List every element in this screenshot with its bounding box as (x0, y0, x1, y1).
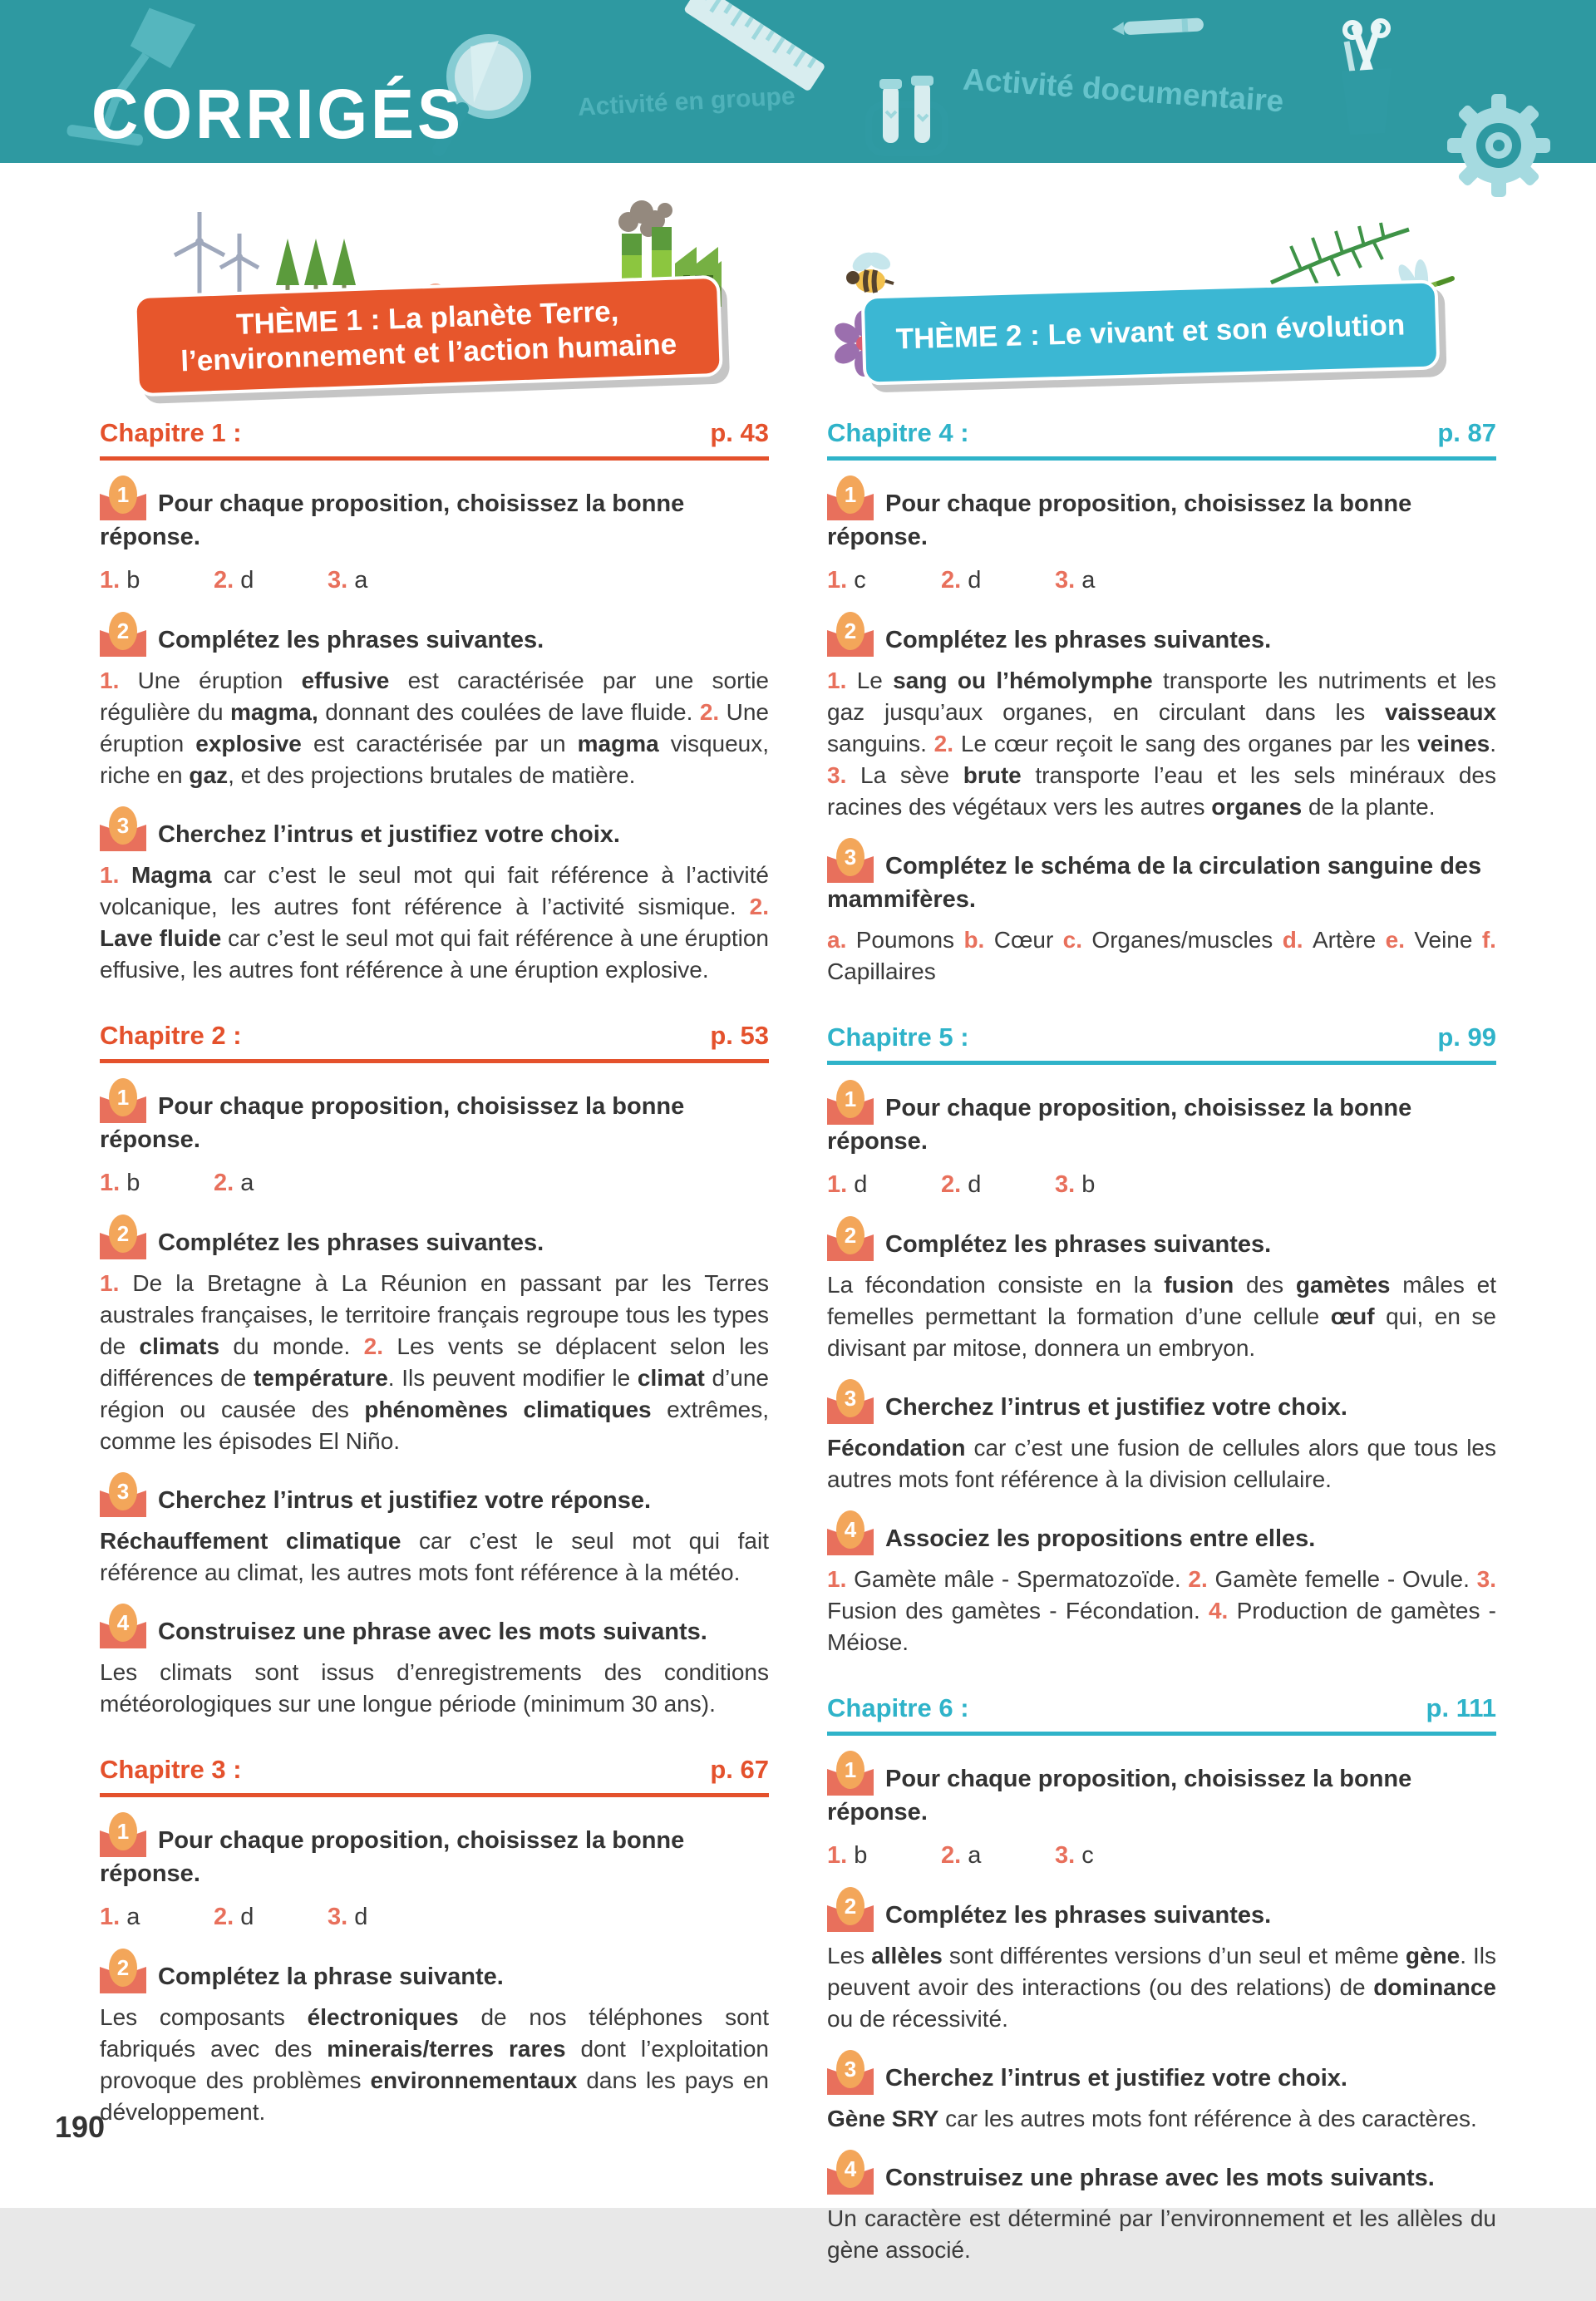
exercise-title: Pour chaque proposition, choisissez la bonne réponse. (100, 1093, 685, 1153)
answer-letter: d (234, 1904, 254, 1930)
answer-number: 3. (1055, 1842, 1076, 1869)
text-run: Cœur (993, 927, 1063, 953)
exercise-number: 1 (836, 1751, 864, 1789)
exercise-block (100, 1220, 769, 1457)
exercise-title: Cherchez l’intrus et justifiez votre choix. (885, 2065, 1347, 2092)
answer-pair (328, 1900, 441, 1934)
chapter-title: Chapitre 1 : (100, 418, 242, 447)
text-run: Fécondation (827, 1435, 966, 1461)
answer-pair (941, 1168, 1055, 1201)
chapter-section (827, 1022, 1496, 1658)
answers-row (827, 564, 1496, 597)
answer-letter: a (961, 1842, 982, 1869)
text-run: Gamète mâle - Spermatozoïde. (854, 1566, 1189, 1592)
exercise-number-badge (827, 618, 874, 657)
text-run: sanguins. (827, 731, 934, 756)
test-tubes-icon (864, 75, 949, 158)
text-run: effusive (301, 668, 390, 693)
chapter-page-ref: p. 111 (1426, 1693, 1496, 1722)
answer-letter: d (847, 1171, 868, 1198)
exercise-number: 1 (109, 475, 137, 514)
text-run: phénomènes climatiques (364, 1397, 652, 1422)
chapter-page-ref: p. 99 (1437, 1022, 1496, 1052)
text-run: de la plante. (1302, 794, 1436, 820)
answers-row (827, 1839, 1496, 1872)
answers-row (100, 564, 769, 597)
exercise-number-badge (827, 1893, 874, 1932)
exercise-number: 2 (836, 612, 864, 650)
answer-letter: c (847, 567, 866, 594)
answer-pair (941, 564, 1055, 597)
answer-number: 1. (827, 567, 848, 594)
exercise-number-badge (100, 618, 146, 657)
answer-number: 1. (100, 1904, 121, 1930)
answer-pair (1055, 1839, 1169, 1872)
answer-number: 2. (941, 1171, 962, 1198)
chapter-section (100, 1755, 769, 2128)
exercise-title: Complétez la phrase suivante. (158, 1963, 504, 1990)
answer-number: 2. (941, 1842, 962, 1869)
text-run: mâles et femelles permettant la formation d’une cellule (827, 1272, 1496, 1329)
text-run: organes (1211, 794, 1303, 820)
exercise-number: 2 (836, 1887, 864, 1925)
exercise-block (827, 1893, 1497, 2035)
text-run: 3. (827, 762, 861, 788)
text-run: explosive (195, 731, 302, 756)
page-number: 190 (55, 2110, 106, 2144)
text-run: allèles (871, 1943, 943, 1968)
exercise-number-badge (100, 1478, 146, 1517)
answer-letter: d (961, 567, 982, 594)
text-run: De la Bretagne à La Réunion en passant par les Terres australes françaises, le territoire français regroupe tous les types de (100, 1270, 769, 1359)
text-run: 2. (1188, 1566, 1215, 1592)
text-run: Une éruption (137, 668, 302, 693)
answer-letter: b (120, 1170, 140, 1196)
exercise-number: 3 (836, 838, 864, 876)
text-run: 2. (933, 731, 961, 756)
answer-number: 2. (214, 1170, 234, 1196)
text-run: 2. (699, 699, 727, 725)
chapter-heading (100, 1021, 769, 1063)
answer-number: 1. (100, 1170, 121, 1196)
text-run: du monde. (219, 1333, 364, 1359)
theme1-banner (133, 275, 723, 397)
text-run: de nos téléphones sont fabriqués avec des (100, 2004, 770, 2062)
exercise-number-badge (827, 844, 874, 883)
exercise-title: Pour chaque proposition, choisissez la bonne réponse. (827, 1095, 1412, 1155)
exercise-number: 3 (109, 1472, 137, 1510)
text-run: sang ou l’hémolymphe (893, 668, 1153, 693)
text-run: Les climats sont issus d’enregistrements des conditions météorologiques sur une longue période (minimum 30 ans). (100, 1659, 769, 1717)
theme1-block (133, 195, 740, 403)
exercise-number: 1 (109, 1078, 137, 1116)
answer-number: 3. (1055, 567, 1076, 594)
exercise-block (827, 2056, 1496, 2135)
exercise-number: 1 (109, 1812, 137, 1850)
exercise-body (100, 860, 769, 986)
exercise-title: Associez les propositions entre elles. (885, 1525, 1316, 1552)
exercise-title: Cherchez l’intrus et justifiez votre choix. (885, 1394, 1347, 1421)
left-column (100, 418, 769, 2301)
answer-pair (827, 1168, 941, 1201)
exercise-block (100, 812, 769, 986)
exercise-number-badge (100, 1609, 146, 1648)
text-run: Magma (131, 862, 212, 888)
exercise-block (827, 481, 1496, 597)
chapter-section (100, 418, 769, 986)
exercise-title: Complétez les phrases suivantes. (885, 1902, 1272, 1929)
right-column (827, 418, 1496, 2301)
chapter-title: Chapitre 5 : (827, 1022, 969, 1052)
exercise-number: 2 (109, 1215, 137, 1253)
answers-content (100, 418, 1496, 2301)
text-run: c. (1062, 927, 1092, 953)
chapter-heading (827, 1693, 1496, 1736)
text-run: Les vents se déplacent selon les différences de (100, 1333, 769, 1391)
text-run: Poumons (855, 927, 964, 953)
text-run: e. (1385, 927, 1415, 953)
text-run: gamètes (1295, 1272, 1391, 1298)
exercise-body (100, 1525, 769, 1589)
answer-pair (827, 564, 941, 597)
answer-pair (214, 1166, 328, 1200)
text-run: dont l’exploitation provoque des problèmes (100, 2036, 769, 2093)
text-run: Réchauffement climatique (100, 1528, 401, 1554)
exercise-number-badge (827, 2056, 874, 2095)
exercise-title: Cherchez l’intrus et justifiez votre choix. (158, 821, 620, 848)
exercise-number-badge (827, 481, 874, 520)
exercise-number-badge (827, 1516, 874, 1555)
exercise-body (100, 2002, 769, 2128)
ruler-icon (680, 0, 829, 96)
answer-letter: d (234, 567, 254, 594)
chapter-title: Chapitre 6 : (827, 1693, 969, 1722)
activity-doc-label: Activité documentaire (962, 62, 1285, 119)
exercise-title: Pour chaque proposition, choisissez la bonne réponse. (827, 1766, 1412, 1826)
answer-letter: c (1075, 1842, 1094, 1869)
exercise-title: Pour chaque proposition, choisissez la bonne réponse. (100, 490, 685, 550)
text-run: 1. (100, 862, 131, 888)
exercise-title: Construisez une phrase avec les mots suivants. (158, 1619, 707, 1645)
theme2-title: THÈME 2 : Le vivant et son évolution (895, 308, 1406, 356)
text-run: La sève (860, 762, 963, 788)
exercise-number: 3 (109, 806, 137, 845)
text-run: électroniques (307, 2004, 459, 2030)
text-run: 2. (749, 894, 769, 919)
exercise-number: 4 (109, 1604, 137, 1642)
answer-pair (214, 564, 328, 597)
exercise-number: 1 (836, 1080, 864, 1118)
text-run: brute (963, 762, 1022, 788)
text-run: dans les pays en développement. (100, 2067, 769, 2125)
exercise-block (100, 1818, 769, 1934)
exercise-title: Complétez les phrases suivantes. (158, 1229, 544, 1256)
gear-icon (1445, 91, 1553, 200)
text-run: climat (637, 1365, 705, 1391)
page-title: CORRIGÉS (91, 74, 465, 154)
exercise-title: Construisez une phrase avec les mots suivants. (885, 2165, 1435, 2191)
exercise-number: 1 (836, 475, 864, 514)
exercise-block (827, 844, 1496, 988)
text-run: , et des projections brutales de matière. (228, 762, 636, 788)
exercise-title: Pour chaque proposition, choisissez la bonne réponse. (100, 1827, 685, 1887)
answer-pair (1055, 1168, 1169, 1201)
chapter-section (827, 418, 1496, 988)
exercise-body (827, 1564, 1496, 1658)
answer-pair (941, 1839, 1055, 1872)
answer-pair (100, 564, 214, 597)
text-run: visqueux, riche en (100, 731, 770, 788)
answer-letter: a (347, 567, 368, 594)
answer-pair (214, 1900, 328, 1934)
text-run: œuf (1330, 1303, 1375, 1329)
text-run: Gène SRY (827, 2106, 939, 2131)
exercise-body (100, 1268, 769, 1457)
exercise-number-badge (100, 1084, 146, 1123)
answer-letter: d (961, 1171, 982, 1198)
text-run: b. (963, 927, 994, 953)
text-run: Capillaires (827, 958, 936, 984)
exercise-title: Cherchez l’intrus et justifiez votre réponse. (158, 1487, 652, 1514)
exercise-number: 3 (836, 1379, 864, 1417)
exercise-block (827, 1385, 1496, 1495)
exercise-number-badge (827, 1757, 874, 1796)
chapter-section (827, 1693, 1496, 2266)
answer-number: 3. (1055, 1171, 1076, 1198)
exercise-number: 2 (109, 1949, 137, 1987)
exercise-body (827, 924, 1496, 988)
text-run: 1. (100, 668, 138, 693)
text-run: car c’est le seul mot qui fait référence au climat, les autres mots font référence à la météo. (100, 1528, 769, 1585)
exercise-number-badge (827, 2156, 874, 2195)
exercise-number: 2 (836, 1216, 864, 1254)
answer-letter: b (120, 567, 140, 594)
answer-pair (100, 1166, 214, 1200)
chapter-page-ref: p. 43 (710, 418, 769, 447)
text-run: La fécondation consiste en la (827, 1272, 1165, 1298)
exercise-body (100, 1657, 769, 1720)
exercise-block (100, 618, 770, 791)
theme1-title-line2: l’environnement et l’action humaine (180, 328, 677, 378)
text-run: 4. (1208, 1598, 1237, 1624)
answer-pair (827, 1839, 941, 1872)
text-run: a. (827, 927, 856, 953)
text-run: des (1234, 1272, 1296, 1298)
header-band (0, 0, 1596, 163)
answer-letter: d (347, 1904, 368, 1930)
exercise-number-badge (827, 1222, 874, 1261)
text-run: Fusion des gamètes - Fécondation. (827, 1598, 1209, 1624)
text-run: magma, (229, 699, 318, 725)
text-run: Artère (1312, 927, 1386, 953)
text-run: Le cœur reçoit le sang des organes par les (960, 731, 1418, 756)
text-run: . Ils peuvent avoir des interactions (ou des relations) de (827, 1943, 1497, 2000)
text-run: est caractérisée par un (301, 731, 578, 756)
exercise-block (100, 1609, 769, 1720)
text-run: climats (139, 1333, 220, 1359)
chapter-heading (100, 1755, 769, 1797)
text-run: qui, en se divisant par mitose, donnera un embryon. (827, 1303, 1496, 1361)
answer-letter: b (847, 1842, 868, 1869)
exercise-body (827, 2103, 1496, 2135)
text-run: gène (1405, 1943, 1461, 1968)
text-run: Gamète femelle - Ovule. (1214, 1566, 1477, 1592)
exercise-number-badge (100, 1954, 146, 1993)
answer-letter: a (234, 1170, 254, 1196)
text-run: car c’est le seul mot qui fait référence à une éruption effusive, les autres font référence à une éruption explosive. (100, 925, 769, 983)
exercise-body (827, 1432, 1496, 1495)
exercise-title: Complétez les phrases suivantes. (158, 627, 544, 653)
text-run: magma (577, 731, 659, 756)
chapter-page-ref: p. 53 (710, 1021, 769, 1050)
exercise-block (827, 618, 1497, 823)
text-run: car c’est le seul mot qui fait référence à l’activité volcanique, les autres font référence à l’activité sismique. (100, 862, 769, 919)
exercise-title: Pour chaque proposition, choisissez la bonne réponse. (827, 490, 1412, 550)
answers-row (100, 1166, 769, 1200)
text-run: . Ils peuvent modifier le (387, 1365, 638, 1391)
chapter-title: Chapitre 2 : (100, 1021, 242, 1050)
text-run: 1. (827, 1566, 855, 1592)
exercise-number: 4 (836, 1510, 864, 1549)
text-run: environnementaux (370, 2067, 578, 2093)
text-run: Production de gamètes - Méiose. (827, 1598, 1497, 1655)
text-run: . (1490, 731, 1497, 756)
answer-letter: a (120, 1904, 140, 1930)
exercise-block (827, 2156, 1496, 2266)
exercise-body (827, 2203, 1496, 2266)
exercise-title: Complétez le schéma de la circulation sanguine des mammifères. (827, 853, 1482, 913)
text-run: gaz (189, 762, 229, 788)
chapter-page-ref: p. 67 (710, 1755, 769, 1784)
exercise-title: Complétez les phrases suivantes. (885, 1231, 1272, 1258)
text-run: 1. (827, 668, 857, 693)
exercise-body (827, 665, 1496, 823)
exercise-number-badge (100, 481, 146, 520)
chapter-title: Chapitre 3 : (100, 1755, 242, 1784)
answer-letter: b (1075, 1171, 1096, 1198)
text-run: 2. (363, 1333, 397, 1359)
exercise-block (827, 1516, 1497, 1658)
exercise-body (827, 1269, 1496, 1364)
chapter-heading (827, 418, 1496, 461)
text-run: car les autres mots font référence à des caractères. (938, 2106, 1477, 2131)
text-run: donnant des coulées de lave fluide. (318, 699, 700, 725)
exercise-block (100, 1954, 770, 2128)
exercise-number: 3 (836, 2050, 864, 2088)
exercise-body (100, 665, 769, 791)
text-run: Les composants (100, 2004, 308, 2030)
text-run: dominance (1373, 1974, 1496, 2000)
text-run: f. (1481, 927, 1496, 953)
theme2-banner (861, 279, 1441, 385)
text-run: 3. (1476, 1566, 1496, 1592)
answer-letter: a (1075, 567, 1096, 594)
text-run: sont différentes versions d’un seul et même (942, 1943, 1406, 1968)
exercise-number-badge (100, 812, 146, 851)
answer-number: 1. (827, 1842, 848, 1869)
activity-group-label: Activité en groupe (577, 82, 796, 121)
answers-row (100, 1900, 769, 1934)
chapter-heading (100, 418, 769, 461)
answer-pair (328, 564, 441, 597)
text-run: transporte les nutriments et les gaz jusqu’aux organes, en circulant dans les (827, 668, 1497, 725)
text-run: car c’est une fusion de cellules alors que tous les autres mots font référence à la division cellulaire. (827, 1435, 1496, 1492)
text-run: 1. (100, 1270, 133, 1296)
text-run: Un caractère est déterminé par l’environnement et les allèles du gène associé. (827, 2205, 1496, 2263)
exercise-number: 4 (836, 2150, 864, 2188)
chapter-page-ref: p. 87 (1437, 418, 1496, 447)
exercise-block (100, 481, 769, 597)
text-run: Lave fluide (100, 925, 222, 951)
text-run: est caractérisée par une sortie régulière du (100, 668, 769, 725)
answer-number: 2. (214, 1904, 234, 1930)
exercise-number-badge (827, 1385, 874, 1424)
pen-icon (1110, 14, 1210, 41)
exercise-block (100, 1478, 769, 1589)
text-run: Organes/muscles (1091, 927, 1283, 953)
exercise-block (827, 1222, 1496, 1364)
text-run: Le (856, 668, 894, 693)
exercise-block (100, 1084, 769, 1200)
text-run: transporte l’eau et les sels minéraux des racines des végétaux vers les autres (827, 762, 1496, 820)
text-run: d. (1282, 927, 1313, 953)
text-run: Veine (1414, 927, 1482, 953)
answer-number: 2. (214, 567, 234, 594)
exercise-block (827, 1086, 1496, 1201)
text-run: veines (1417, 731, 1490, 756)
exercise-number-badge (100, 1220, 146, 1259)
text-run: vaisseaux (1385, 699, 1496, 725)
exercise-block (827, 1757, 1496, 1872)
answer-number: 2. (941, 567, 962, 594)
exercise-number: 2 (109, 612, 137, 650)
chapter-section (100, 1021, 769, 1720)
theme2-block (844, 233, 1463, 411)
exercise-number-badge (100, 1818, 146, 1857)
text-run: température (253, 1365, 388, 1391)
exercise-number-badge (827, 1086, 874, 1125)
answer-number: 1. (100, 567, 121, 594)
answer-pair (1055, 564, 1169, 597)
answer-number: 1. (827, 1171, 848, 1198)
text-run: Une éruption (100, 699, 769, 756)
theme1-title-line1: THÈME 1 : La planète Terre, (235, 294, 619, 342)
text-run: minerais/terres rares (327, 2036, 566, 2062)
answers-row (827, 1168, 1496, 1201)
scissors-cup-icon (1322, 20, 1405, 140)
exercise-title: Complétez les phrases suivantes. (885, 627, 1272, 653)
text-run: Les (827, 1943, 872, 1968)
chapter-heading (827, 1022, 1496, 1065)
exercise-body (827, 1940, 1496, 2035)
text-run: d’une région ou causée des (100, 1365, 769, 1422)
text-run: extrêmes, comme les épisodes El Niño. (100, 1397, 769, 1454)
answer-number: 3. (328, 1904, 348, 1930)
answer-number: 3. (328, 567, 348, 594)
text-run: fusion (1164, 1272, 1234, 1298)
text-run: ou de récessivité. (827, 2006, 1008, 2032)
answer-pair (100, 1900, 214, 1934)
chapter-title: Chapitre 4 : (827, 418, 969, 447)
